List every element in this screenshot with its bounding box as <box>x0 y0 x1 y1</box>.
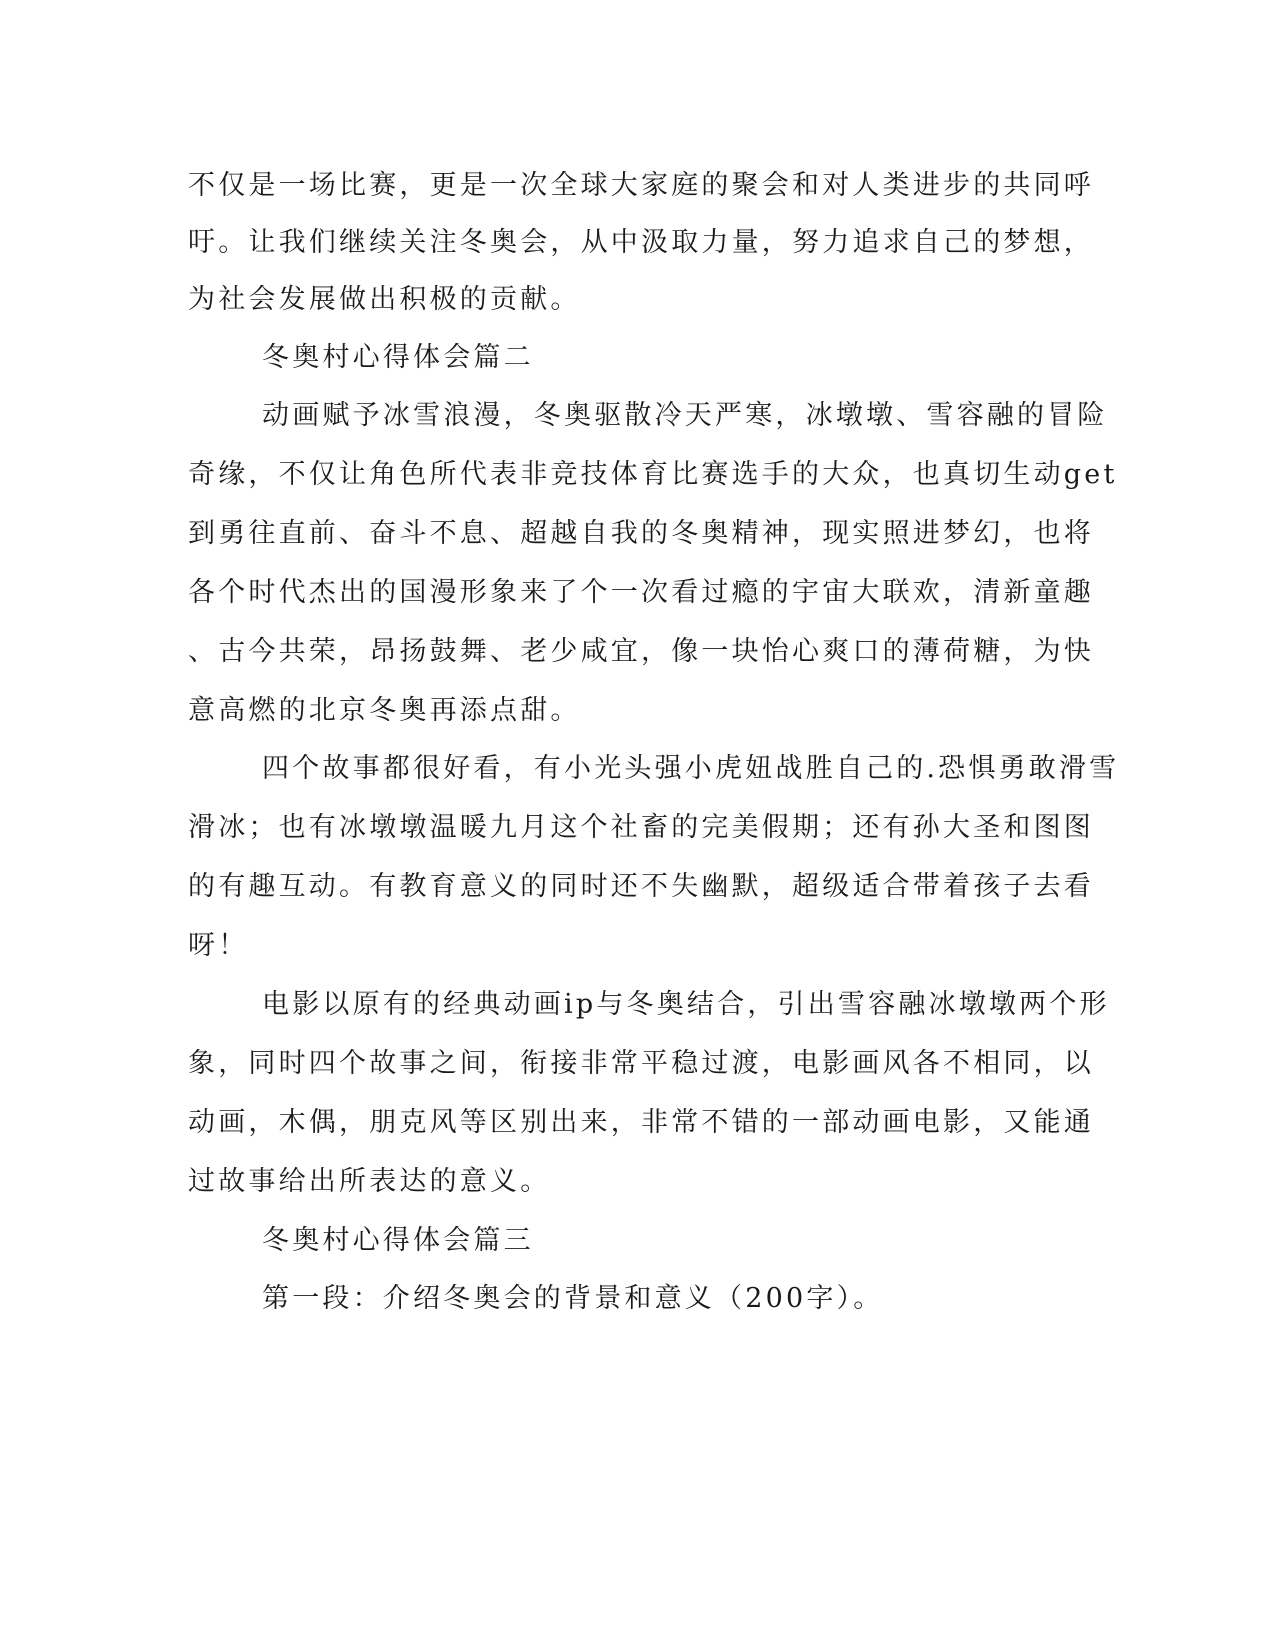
text-line: 、古今共荣，昂扬鼓舞、老少咸宜，像一块怡心爽口的薄荷糖，为快 <box>188 636 1094 667</box>
text-line: 第一段：介绍冬奥会的背景和意义（200字）。 <box>262 1283 884 1314</box>
text-line: 不仅是一场比赛，更是一次全球大家庭的聚会和对人类进步的共同呼 <box>188 170 1094 201</box>
text-line: 呀！ <box>188 930 249 961</box>
section-heading: 冬奥村心得体会篇三 <box>262 1225 534 1256</box>
text-line: 象，同时四个故事之间，衔接非常平稳过渡，电影画风各不相同，以 <box>188 1048 1094 1079</box>
section-heading: 冬奥村心得体会篇二 <box>262 342 534 373</box>
text-line: 意高燃的北京冬奥再添点甜。 <box>188 695 581 726</box>
text-line: 为社会发展做出积极的贡献。 <box>188 284 581 315</box>
text-line: 吁。让我们继续关注冬奥会，从中汲取力量，努力追求自己的梦想， <box>188 227 1094 258</box>
text-line: 奇缘，不仅让角色所代表非竞技体育比赛选手的大众，也真切生动get <box>188 459 1118 490</box>
text-line: 到勇往直前、奋斗不息、超越自我的冬奥精神，现实照进梦幻，也将 <box>188 518 1094 549</box>
text-line: 动画，木偶，朋克风等区别出来，非常不错的一部动画电影，又能通 <box>188 1107 1094 1138</box>
text-line: 的有趣互动。有教育意义的同时还不失幽默，超级适合带着孩子去看 <box>188 871 1094 902</box>
text-line: 过故事给出所表达的意义。 <box>188 1166 551 1197</box>
text-line: 电影以原有的经典动画ip与冬奥结合，引出雪容融冰墩墩两个形 <box>262 989 1110 1020</box>
text-line: 滑冰；也有冰墩墩温暖九月这个社畜的完美假期；还有孙大圣和图图 <box>188 812 1094 843</box>
text-line: 各个时代杰出的国漫形象来了个一次看过瘾的宇宙大联欢，清新童趣 <box>188 577 1094 608</box>
text-line: 四个故事都很好看，有小光头强小虎妞战胜自己的.恐惧勇敢滑雪 <box>262 753 1120 784</box>
text-line: 动画赋予冰雪浪漫，冬奥驱散冷天严寒，冰墩墩、雪容融的冒险 <box>262 400 1108 431</box>
